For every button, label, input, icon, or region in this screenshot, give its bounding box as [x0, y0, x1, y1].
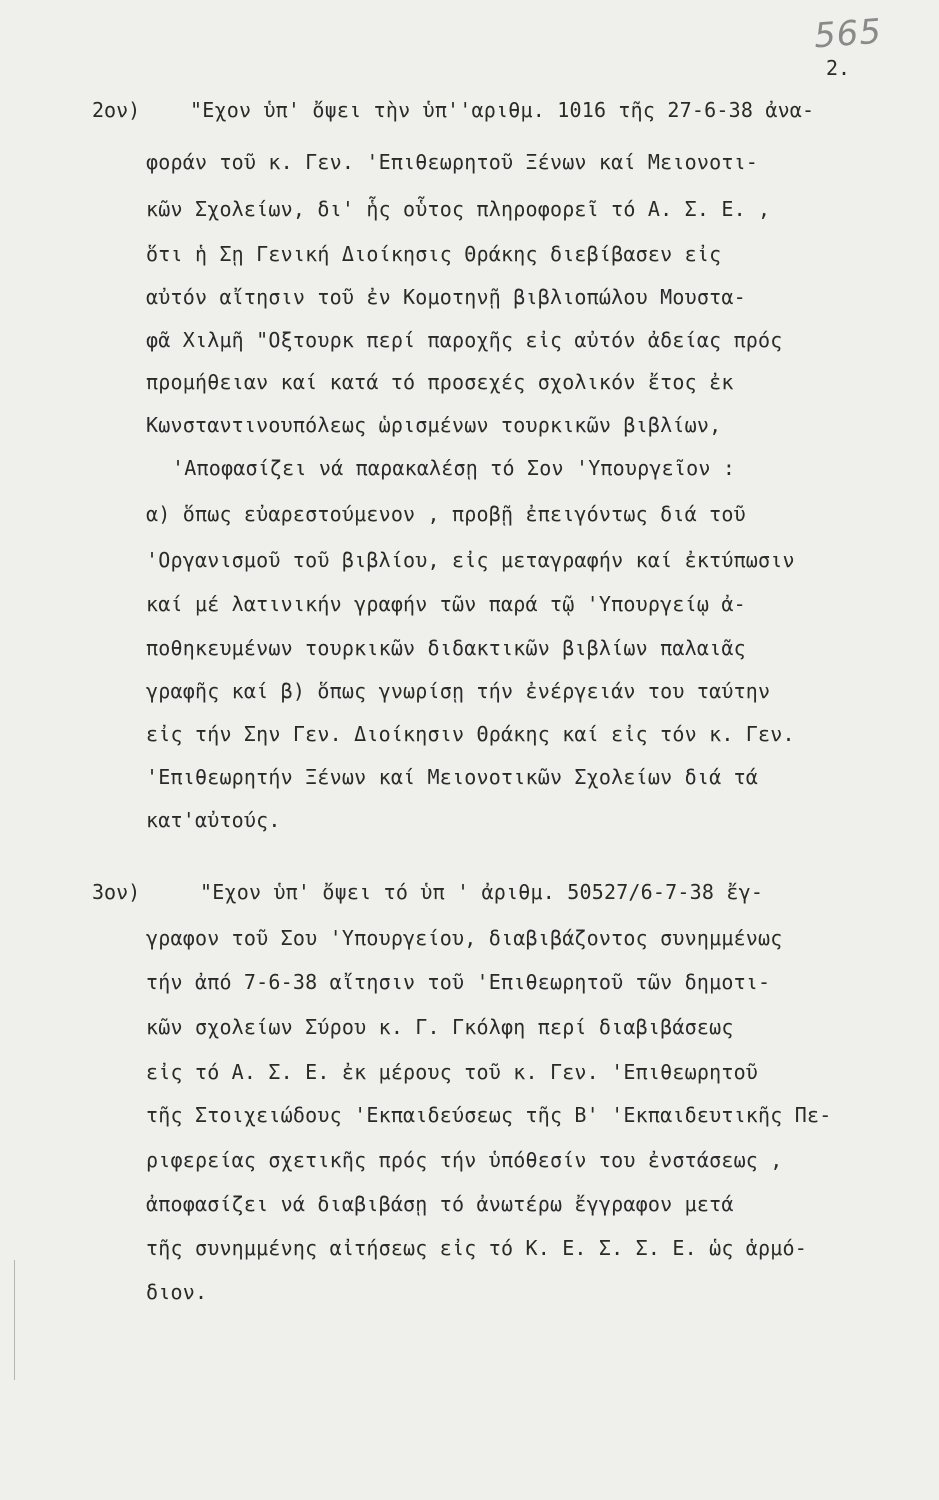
text-line: εἰς τήν Σην Γεν. Διοίκησιν Θράκης καί εἰς τόν κ. Γεν. [146, 722, 795, 746]
text-line: ἀποφασίζει νά διαβιβάσῃ τό ἀνωτέρω ἔγγραφον μετά [146, 1192, 734, 1216]
text-line: φᾶ Χιλμῆ "Οξτουρκ περί παροχῆς εἰς αὐτόν ἀδείας πρός [146, 328, 783, 352]
section-3-marker: 3ον) [92, 880, 141, 904]
text-line: καί μέ λατινικήν γραφήν τῶν παρά τῷ 'Υπουργείῳ ἀ- [146, 592, 746, 616]
text-line: "Εχον ὑπ' ὄψει τὴν ὑπ''αριθμ. 1016 τῆς 27-6-38 ἀνα- [190, 98, 815, 122]
text-line: 'Επιθεωρητήν Ξένων καί Μειονοτικῶν Σχολείων διά τά [146, 765, 759, 789]
text-line: ὅτι ἡ Σῃ Γενική Διοίκησις Θράκης διεβίβασεν εἰς [146, 242, 722, 266]
text-line: 'Αποφασίζει νά παρακαλέσῃ τό Σον 'Υπουργεῖον : [172, 456, 736, 480]
text-line: φοράν τοῦ κ. Γεν. 'Επιθεωρητοῦ Ξένων καί Μειονοτι- [146, 150, 759, 174]
text-line: Κωνσταντινουπόλεως ὡρισμένων τουρκικῶν βιβλίων, [146, 413, 722, 437]
text-line: 'Οργανισμοῦ τοῦ βιβλίου, εἰς μεταγραφήν καί ἐκτύπωσιν [146, 548, 795, 572]
text-line: διον. [146, 1280, 208, 1304]
page-number: 2. [826, 56, 851, 80]
folio-number: 565 [812, 11, 884, 57]
text-line: αὐτόν αἴτησιν τοῦ ἐν Κομοτηνῇ βιβλιοπώλου Μουστα- [146, 285, 746, 309]
text-line: ποθηκευμένων τουρκικῶν διδακτικῶν βιβλίων παλαιᾶς [146, 636, 746, 660]
text-line: προμήθειαν καί κατά τό προσεχές σχολικόν ἔτος ἐκ [146, 370, 734, 394]
text-line: α) ὅπως εὐαρεστούμενον , προβῇ ἐπειγόντως διά τοῦ [146, 502, 746, 526]
text-line: γραφῆς καί β) ὅπως γνωρίσῃ τήν ἐνέργειάν του ταύτην [146, 679, 771, 703]
text-line: τήν ἀπό 7-6-38 αἴτησιν τοῦ 'Επιθεωρητοῦ τῶν δημοτι- [146, 970, 771, 994]
text-line: τῆς συνημμένης αἰτήσεως εἰς τό Κ. Ε. Σ. Σ. Ε. ὡς ἁρμό- [146, 1236, 808, 1260]
section-2-marker: 2ον) [92, 98, 141, 122]
text-line: "Εχον ὑπ' ὄψει τό ὑπ ' ἀριθμ. 50527/6-7-38 ἔγ- [200, 880, 764, 904]
text-line: κῶν Σχολείων, δι' ἧς οὗτος πληροφορεῖ τό Α. Σ. Ε. , [146, 197, 771, 221]
text-line: τῆς Στοιχειώδους 'Εκπαιδεύσεως τῆς Β' 'Εκπαιδευτικῆς Πε- [146, 1103, 832, 1127]
text-line: κατ'αὐτούς. [146, 808, 281, 832]
binding-edge [0, 1260, 15, 1380]
text-line: κῶν σχολείων Σύρου κ. Γ. Γκόλφη περί διαβιβάσεως [146, 1015, 734, 1039]
text-line: γραφον τοῦ Σου 'Υπουργείου, διαβιβάζοντος συνημμένως [146, 926, 783, 950]
text-line: εἰς τό Α. Σ. Ε. ἐκ μέρους τοῦ κ. Γεν. 'Επιθεωρητοῦ [146, 1060, 759, 1084]
text-line: ριφερείας σχετικῆς πρός τήν ὑπόθεσίν του ἐνστάσεως , [146, 1148, 783, 1172]
